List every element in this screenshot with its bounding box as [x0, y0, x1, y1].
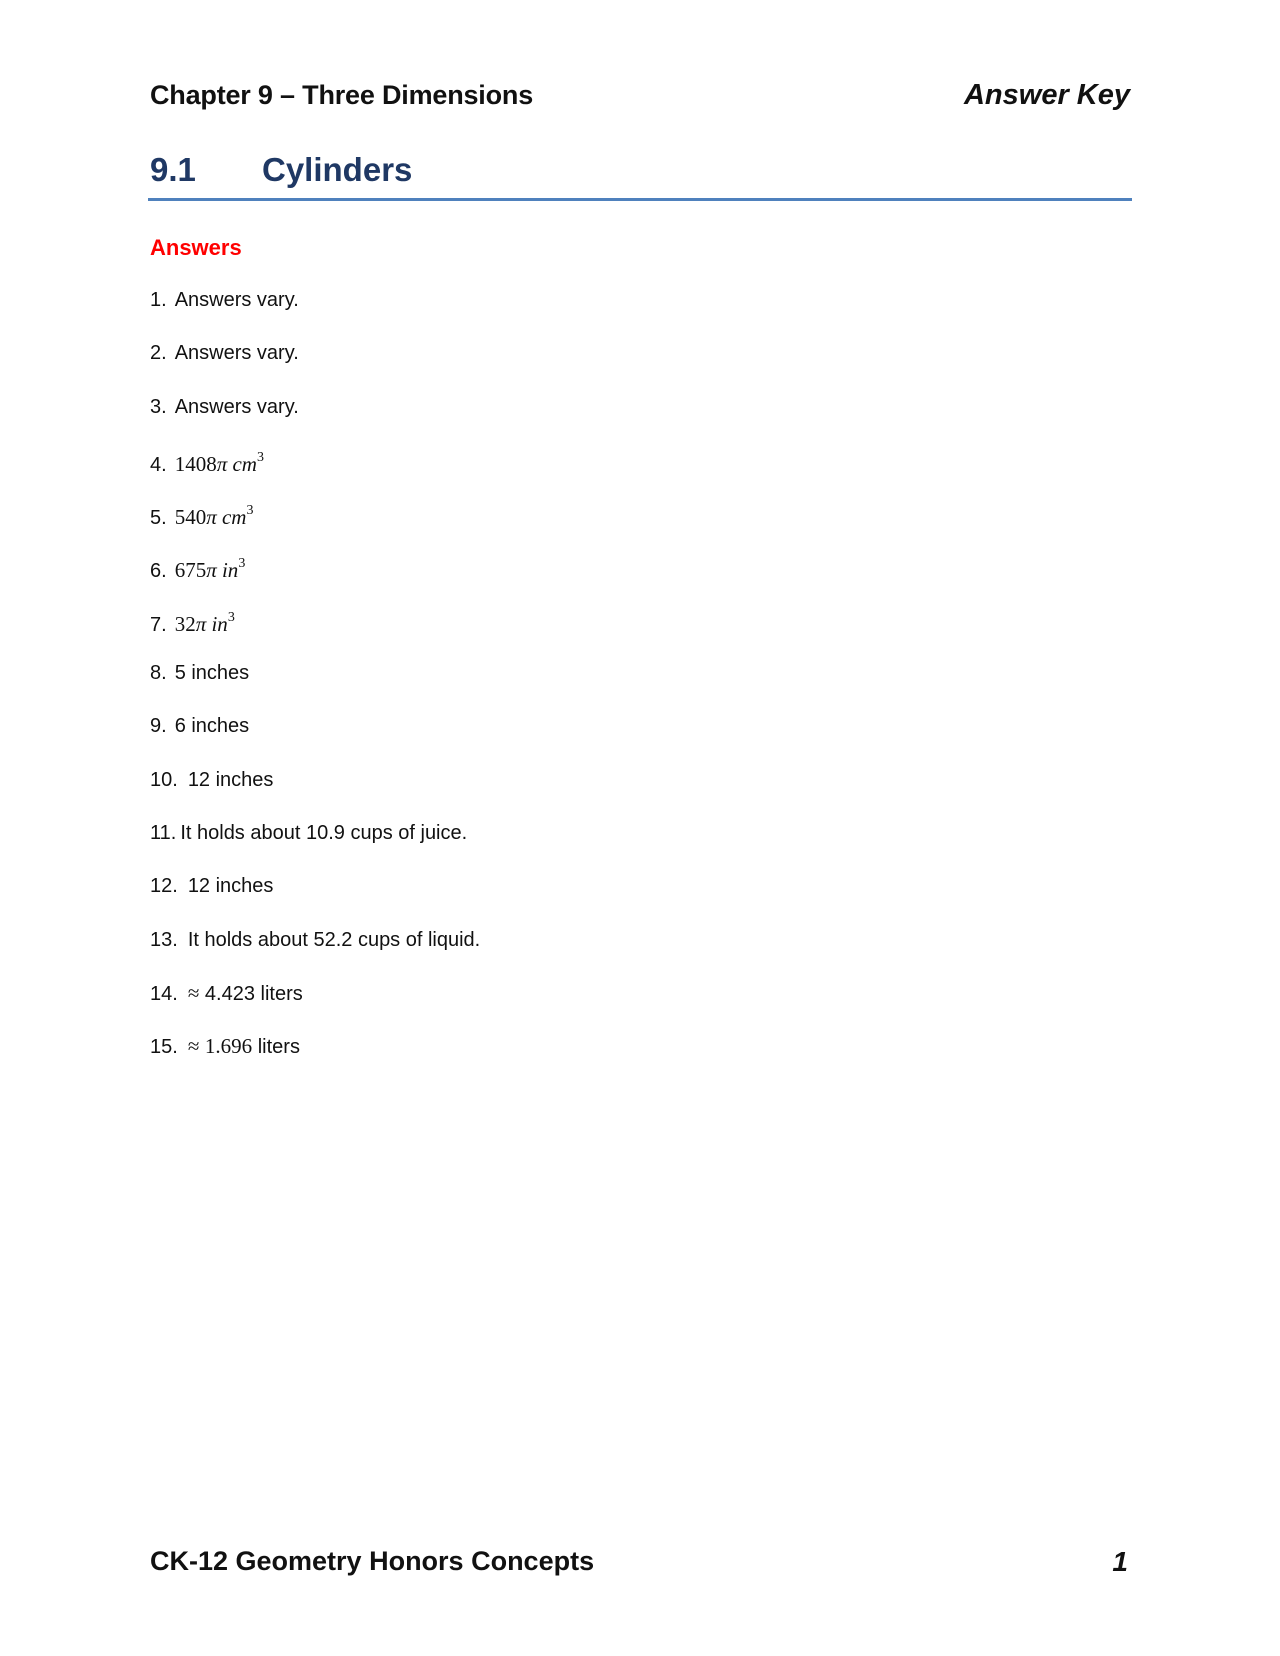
answer-text: 12 inches — [187, 875, 274, 898]
unit: cm — [221, 505, 247, 530]
section-divider — [148, 198, 1132, 201]
answer-item — [150, 499, 480, 552]
answer-number: 7. — [150, 613, 167, 636]
answer-item — [150, 872, 480, 925]
answer-number: 11. — [150, 821, 177, 844]
answer-number: 2. — [150, 342, 167, 365]
answer-number: 1. — [150, 289, 167, 311]
answer-text: Answers vary. — [174, 289, 299, 311]
footer-book-title: CK-12 Geometry Honors Concepts — [150, 1546, 595, 1576]
math-expression — [175, 558, 246, 582]
answer-text: 12 inches — [187, 768, 274, 791]
coefficient: 1408 — [174, 451, 217, 476]
answer-text: It holds about 10.9 cups of juice. — [180, 821, 468, 844]
answer-number: 3. — [150, 395, 167, 418]
answer-number: 4. — [150, 453, 167, 476]
answer-value: 1.696 — [204, 1034, 253, 1059]
answer-text: 4.423 liters — [204, 982, 303, 1005]
math-expression — [175, 505, 254, 529]
answer-item — [150, 606, 480, 659]
approx-symbol: ≈ — [187, 1034, 200, 1059]
unit: in — [221, 558, 239, 583]
answer-item — [150, 1032, 480, 1085]
answer-item — [150, 552, 480, 605]
approx-symbol: ≈ — [187, 980, 200, 1005]
answer-item — [150, 712, 480, 765]
coefficient: 540 — [174, 505, 207, 530]
pi-symbol: π — [206, 505, 217, 530]
answer-number: 9. — [150, 715, 167, 738]
math-expression — [174, 449, 264, 476]
answer-text: 5 inches — [174, 662, 250, 685]
answer-text: Answers vary. — [174, 395, 299, 418]
coefficient: 32 — [174, 611, 196, 636]
chapter-header: Chapter 9 – Three Dimensions — [150, 80, 534, 110]
answer-number: 10. — [150, 768, 178, 791]
section-number: 9.1 — [150, 151, 196, 188]
exponent: 3 — [227, 609, 235, 625]
answer-item — [150, 926, 480, 979]
answer-text: It holds about 52.2 cups of liquid. — [187, 928, 481, 951]
answer-number: 14. — [150, 982, 178, 1005]
answer-text: liters — [257, 1036, 300, 1059]
unit: in — [211, 611, 228, 636]
answer-item — [150, 979, 480, 1032]
section-title — [150, 151, 412, 189]
answer-number: 15. — [150, 1036, 178, 1059]
exponent: 3 — [256, 449, 264, 465]
answer-list — [150, 286, 480, 1085]
answer-item — [150, 393, 480, 446]
answer-item — [150, 819, 480, 872]
answer-number: 12. — [150, 875, 178, 898]
pi-symbol: π — [216, 451, 228, 476]
answer-item — [150, 446, 480, 499]
answer-number: 5. — [150, 507, 167, 530]
answer-item — [150, 286, 480, 339]
answer-item — [150, 659, 480, 712]
coefficient: 675 — [174, 558, 207, 583]
pi-symbol: π — [195, 611, 207, 636]
math-expression — [174, 609, 235, 636]
answer-item — [150, 766, 480, 819]
answer-number: 8. — [150, 662, 167, 685]
exponent: 3 — [238, 556, 246, 572]
answer-number: 13. — [150, 928, 178, 951]
unit: cm — [232, 451, 257, 476]
section-name: Cylinders — [262, 151, 413, 188]
page-number: 1 — [1112, 1546, 1128, 1577]
answer-item — [150, 339, 480, 392]
answer-text: Answers vary. — [174, 342, 299, 365]
exponent: 3 — [246, 503, 254, 519]
answer-number: 6. — [150, 560, 167, 583]
answer-text: 6 inches — [174, 715, 250, 738]
pi-symbol: π — [206, 558, 217, 583]
answer-key-label: Answer Key — [963, 79, 1130, 111]
answers-heading: Answers — [150, 235, 242, 260]
